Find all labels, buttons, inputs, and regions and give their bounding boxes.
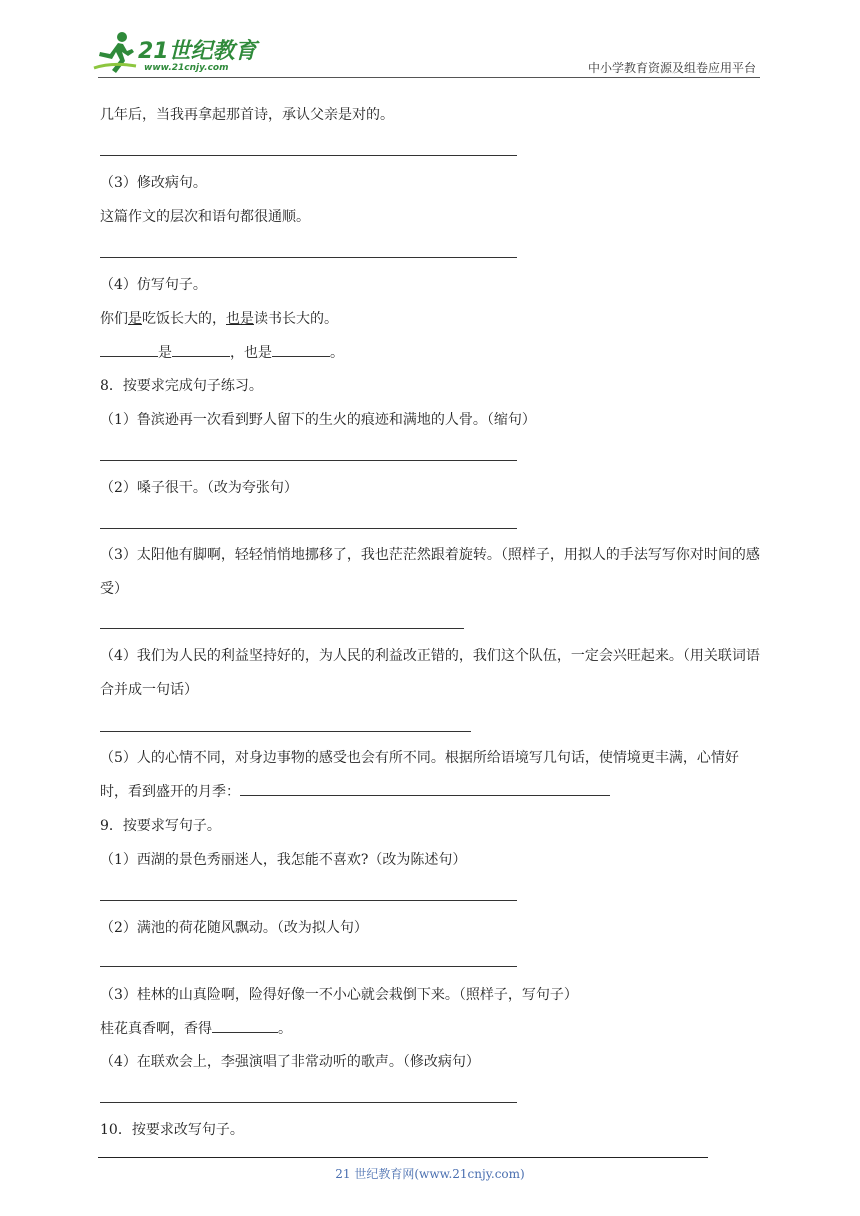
site-logo (92, 30, 262, 78)
q8-s3: （3）太阳他有脚啊，轻轻悄悄地挪移了，我也茫茫然跟着旋转。（照样子，用拟人的手法写写你对时间的感受） (100, 547, 760, 597)
q8-s4: （4）我们为人民的利益坚持好的，为人民的利益改正错的，我们这个队伍，一定会兴旺起来。（用关联词语合并成一句话） (100, 648, 760, 698)
q7-s2-sentence: 几年后，当我再拿起那首诗，承认父亲是对的。 (100, 107, 394, 123)
q9-s3: （3）桂林的山真险啊，险得好像一不小心就会栽倒下来。（照样子，写句子） (100, 987, 578, 1003)
q8-s2: （2）嗓子很干。（改为夸张句） (100, 480, 298, 496)
example-text: 桂花真香啊，香得 (100, 1021, 212, 1037)
example-text: 吃饭长大的， (142, 311, 226, 327)
answer-line[interactable] (100, 1102, 517, 1103)
page-header (0, 0, 860, 80)
example-text: 。 (278, 1021, 292, 1037)
fill-text: 。 (330, 345, 344, 361)
fill-blank[interactable] (240, 781, 610, 796)
q7-s4-fill (100, 342, 344, 364)
logo-text: 21世纪教育 (138, 39, 257, 64)
answer-line[interactable] (100, 155, 517, 156)
q9-s1: （1）西湖的景色秀丽迷人，我怎能不喜欢?（改为陈述句） (100, 852, 467, 868)
answer-line[interactable] (100, 966, 517, 967)
platform-label: 中小学教育资源及组卷应用平台 (587, 61, 756, 75)
q10-title: 10．按要求改写句子。 (100, 1122, 244, 1138)
header-divider (98, 77, 760, 78)
underlined-word: 是 (128, 311, 142, 327)
fill-text: 是 (158, 345, 172, 361)
runner-logo-icon (92, 30, 140, 76)
fill-blank[interactable] (172, 342, 230, 357)
q7-s4-label: （4）仿写句子。 (100, 277, 207, 293)
answer-line[interactable] (100, 731, 471, 732)
example-text: 读书长大的。 (254, 311, 338, 327)
q9-s3-example (100, 1018, 292, 1040)
q8-title: 8．按要求完成句子练习。 (100, 378, 263, 394)
q9-s2: （2）满池的荷花随风飘动。（改为拟人句） (100, 920, 368, 936)
fill-text: ，也是 (230, 345, 272, 361)
q7-s3-label: （3）修改病句。 (100, 175, 207, 191)
q9-s4: （4）在联欢会上，李强演唱了非常动听的歌声。（修改病句） (100, 1054, 480, 1070)
footer-divider (98, 1157, 708, 1158)
q7-s4-example (100, 308, 338, 330)
logo-url: www.21cnjy.com (144, 63, 229, 73)
footer-text: 21 世纪教育网(www.21cnjy.com) (335, 1167, 525, 1181)
answer-line[interactable] (100, 460, 517, 461)
q7-s3-sentence: 这篇作文的层次和语句都很通顺。 (100, 209, 310, 225)
answer-line[interactable] (100, 900, 517, 901)
fill-blank[interactable] (212, 1018, 278, 1033)
fill-blank[interactable] (272, 342, 330, 357)
q8-s1: （1）鲁滨逊再一次看到野人留下的生火的痕迹和满地的人骨。（缩句） (100, 412, 536, 428)
fill-blank[interactable] (100, 342, 158, 357)
example-text: 你们 (100, 311, 128, 327)
answer-line[interactable] (100, 528, 517, 529)
q8-s5 (100, 741, 760, 809)
answer-line[interactable] (100, 257, 517, 258)
q9-title: 9．按要求写句子。 (100, 818, 221, 834)
underlined-word: 也是 (226, 311, 254, 327)
q8-s5-text: （5）人的心情不同，对身边事物的感受也会有所不同。根据所给语境写几句话，使情境更丰满，心情好时，看到盛开的月季： (100, 750, 739, 800)
answer-line[interactable] (100, 628, 464, 629)
